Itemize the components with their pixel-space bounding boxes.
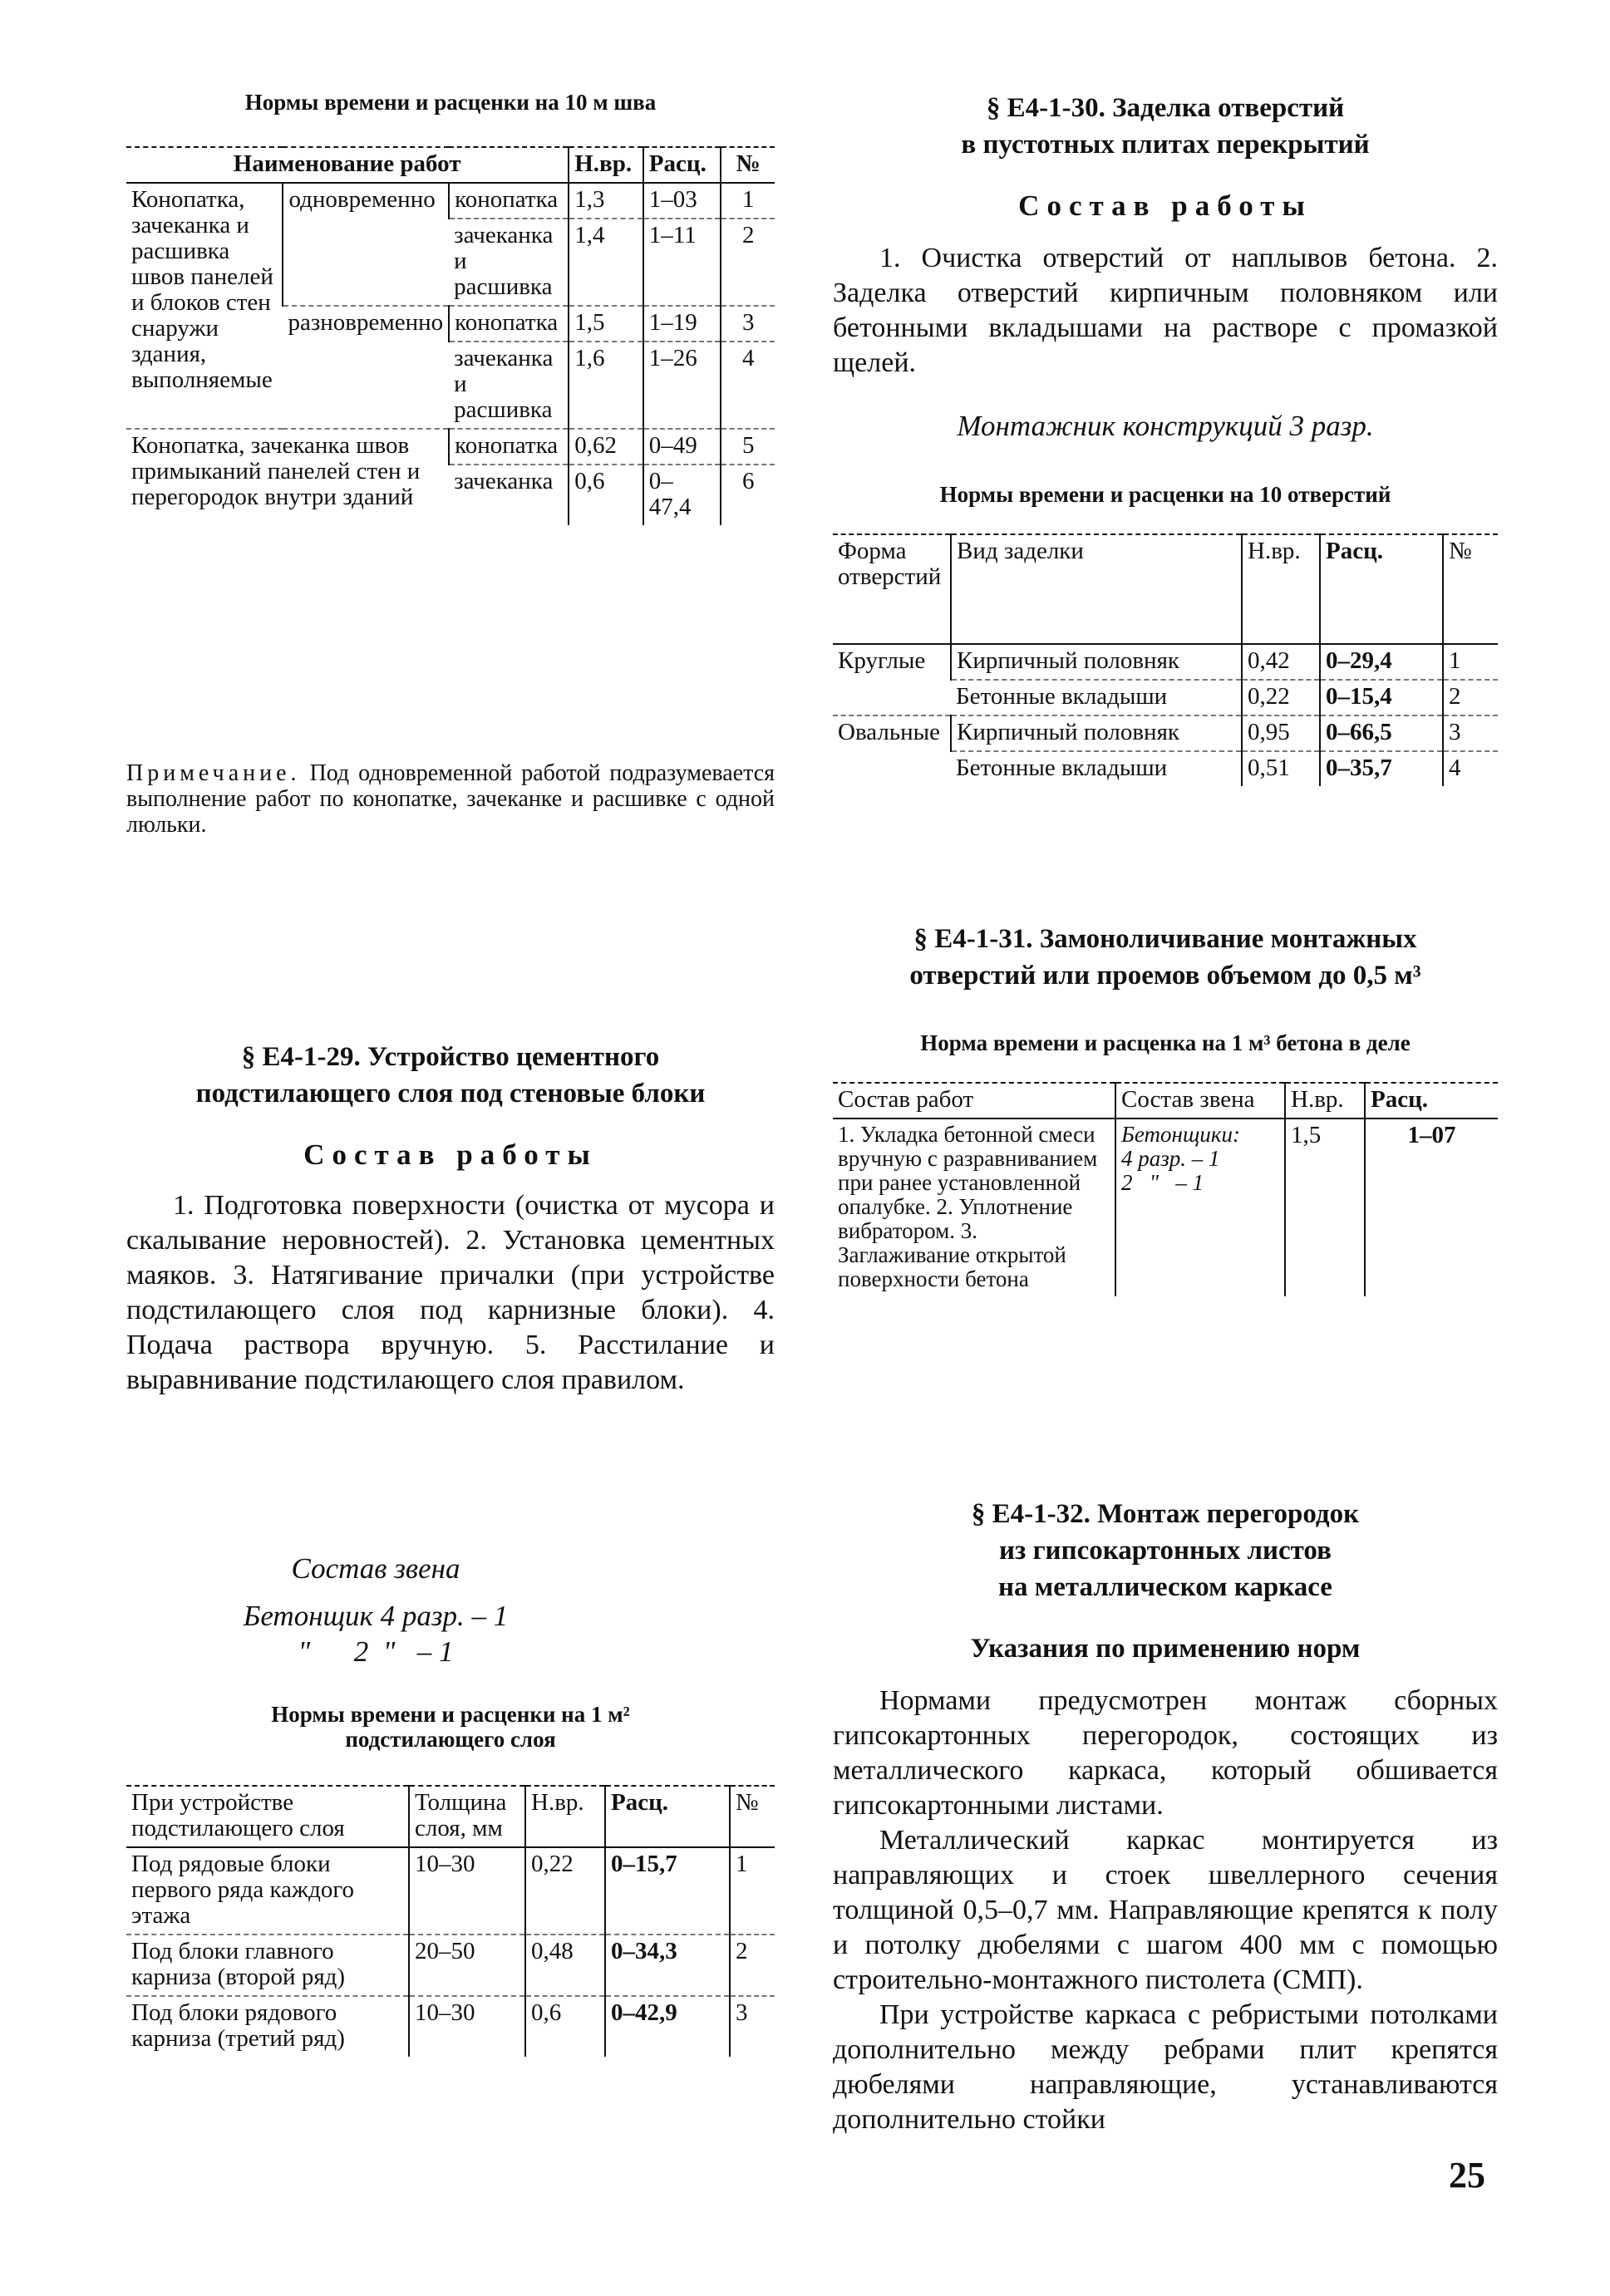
cell-nvr: 0,95 xyxy=(1242,715,1320,751)
sec32-paragraph-2: Металлический каркас монтируется из направляющих и стоек швеллерного сечения толщиной 0,5–0,7 мм. Направляющие крепятся к полу и потолку дюбелями с шагом 400 мм с помощью строительно-монтажного пистолета (СМП). xyxy=(833,1825,1498,1995)
header-crew: Состав звена xyxy=(1115,1083,1285,1119)
cell-rasc: 0–47,4 xyxy=(643,465,721,525)
crew-line2: 4 разр. – 1 xyxy=(1121,1146,1220,1171)
sec32-title-line3: на металлическом каркасе xyxy=(998,1572,1332,1602)
op-caulk: конопатка xyxy=(449,306,569,342)
header-rasc: Расц. xyxy=(1365,1083,1498,1119)
sub-separate: разновременно xyxy=(283,306,449,429)
op-mint: зачеканка и расшивка xyxy=(449,219,569,306)
sec30-norms-table xyxy=(833,533,1498,786)
cell-nvr: 0,62 xyxy=(569,429,643,465)
cell-thickness: 20–50 xyxy=(409,1935,525,1996)
table-header-row xyxy=(833,1083,1498,1119)
sec31-norms-table xyxy=(833,1082,1498,1296)
seam-norms-table xyxy=(126,146,775,525)
op-mint2: зачеканка xyxy=(449,465,569,525)
cell-rasc: 1–19 xyxy=(643,306,721,342)
cell-number: 6 xyxy=(721,465,775,525)
cell-nvr: 1,3 xyxy=(569,183,643,219)
sec30-title-line1: § Е4-1-30. Заделка отверстий xyxy=(986,93,1345,123)
cell-nvr: 0,51 xyxy=(1242,751,1320,786)
sec29-crew-heading: Состав звена xyxy=(291,1552,460,1585)
sec31-title xyxy=(833,921,1498,994)
header-number: № xyxy=(721,147,775,183)
cell-name: Под блоки главного карниза (второй ряд) xyxy=(126,1935,409,1996)
cell-nvr: 0,42 xyxy=(1242,644,1320,680)
cell-number: 4 xyxy=(1443,751,1498,786)
sec29-title-line1: § Е4-1-29. Устройство цементного xyxy=(241,1042,660,1072)
cell-work: 1. Укладка бетонной смеси вручную с разравниванием при ранее установленной опалубке. 2. Уплотнение вибратором. 3. Заглаживание открытой поверхности бетона xyxy=(833,1119,1115,1296)
sec29-title-line2: подстилающего слоя под стеновые блоки xyxy=(195,1079,706,1109)
cell-thickness: 10–30 xyxy=(409,1996,525,2057)
cell-rasc: 0–29,4 xyxy=(1320,644,1443,680)
shape-round: Круглые xyxy=(838,647,926,674)
cell-number: 1 xyxy=(721,183,775,219)
cell-rasc: 0–15,4 xyxy=(1320,680,1443,715)
table-row xyxy=(126,429,775,465)
sec32-paragraph-1: Нормами предусмотрен монтаж сборных гипсокартонных перегородок, состоящих из металлического каркаса, который обшивается гипсокартонными листами. xyxy=(833,1685,1498,1821)
cell-name: Под блоки рядового карниза (третий ряд) xyxy=(126,1996,409,2057)
seam-table-note xyxy=(126,760,775,838)
cell-number: 1 xyxy=(1443,644,1498,680)
cell-nvr: 0,6 xyxy=(569,465,643,525)
sec32-instructions-heading: Указания по применению норм xyxy=(970,1634,1361,1664)
cell-nvr: 0,22 xyxy=(1242,680,1320,715)
table-row xyxy=(833,1119,1498,1296)
cell-nvr: 1,4 xyxy=(569,219,643,306)
cell-rasc: 1–07 xyxy=(1365,1119,1498,1296)
sec29-caption-line2: подстилающего слоя xyxy=(345,1727,556,1752)
cell-rasc: 1–11 xyxy=(643,219,721,306)
header-shape: Форма отверстий xyxy=(833,534,951,644)
table-header-row xyxy=(126,1786,775,1847)
cell-number: 4 xyxy=(721,342,775,429)
sec30-composition-heading: Состав работы xyxy=(1018,189,1312,222)
sec31-title-line2: отверстий или проемов объемом до 0,5 м³ xyxy=(909,961,1421,991)
cell-rasc: 1–03 xyxy=(643,183,721,219)
cell-number: 3 xyxy=(721,306,775,342)
table-row xyxy=(833,644,1498,680)
group1-label: Конопатка, зачеканка и расшивка швов панелей и блоков стен снаружи здания, выполняемые xyxy=(126,183,283,429)
sec32-title-line1: § Е4-1-32. Монтаж перегородок xyxy=(971,1499,1360,1529)
cell-thickness: 10–30 xyxy=(409,1847,525,1935)
sec30-title xyxy=(833,90,1498,163)
cell-nvr: 0,22 xyxy=(525,1847,605,1935)
header-nvr: Н.вр. xyxy=(1242,534,1320,644)
cell-rasc: 0–66,5 xyxy=(1320,715,1443,751)
header-rasc: Расц. xyxy=(643,147,721,183)
sec32-title-line2: из гипсокартонных листов xyxy=(999,1536,1332,1566)
cell-nvr: 1,6 xyxy=(569,342,643,429)
shape-oval: Овальные xyxy=(833,715,951,786)
cell-number: 2 xyxy=(1443,680,1498,715)
cell-crew xyxy=(1115,1119,1285,1296)
note-lead: Примечание. xyxy=(126,760,301,786)
op-caulk: конопатка xyxy=(449,429,569,465)
cell-kind: Кирпичный половняк xyxy=(951,644,1242,680)
cell-kind: Бетонные вкладыши xyxy=(951,680,1242,715)
sec29-crew-line2: " 2 " – 1 xyxy=(298,1635,454,1668)
cell-rasc: 1–26 xyxy=(643,342,721,429)
cell-number: 2 xyxy=(730,1935,775,1996)
header-nvr: Н.вр. xyxy=(525,1786,605,1847)
sec30-composition-paragraph: 1. Очистка отверстий от наплывов бетона. 2. Заделка отверстий кирпичным половняком или бетонными вкладышами на растворе с промазкой щелей. xyxy=(833,243,1498,378)
sec30-composition-text xyxy=(833,241,1498,381)
header-number: № xyxy=(1443,534,1498,644)
cell-rasc: 0–15,7 xyxy=(605,1847,730,1935)
header-rasc: Расц. xyxy=(1320,534,1443,644)
header-nvr: Н.вр. xyxy=(1285,1083,1365,1119)
sec31-title-line1: § Е4-1-31. Замоноличивание монтажных xyxy=(913,924,1417,954)
sec29-caption-line1: Нормы времени и расценки на 1 м² xyxy=(271,1702,630,1727)
seam-table-caption: Нормы времени и расценки на 10 м шва xyxy=(244,90,657,115)
table-header-row xyxy=(126,147,775,183)
header-rasc: Расц. xyxy=(605,1786,730,1847)
sec32-title xyxy=(833,1496,1498,1605)
table-row xyxy=(126,1847,775,1935)
header-thickness: Толщина слоя, мм xyxy=(409,1786,525,1847)
cell-kind: Бетонные вкладыши xyxy=(951,751,1242,786)
cell-name: Под рядовые блоки первого ряда каждого этажа xyxy=(126,1847,409,1935)
sec29-composition-paragraph: 1. Подготовка поверхности (очистка от мусора и скалывание неровностей). 2. Установка цементных маяков. 3. Натягивание причалки (при устройстве подстилающего слоя под карнизные блоки). 4. Подача раствора вручную. 5. Расстилание и выравнивание подстилающего слоя правилом. xyxy=(126,1190,775,1395)
table-row xyxy=(833,715,1498,751)
cell-rasc: 0–49 xyxy=(643,429,721,465)
cell-number: 3 xyxy=(1443,715,1498,751)
page-number: 25 xyxy=(1449,2155,1485,2195)
header-layer: При устройстве подстилающего слоя xyxy=(126,1786,409,1847)
sec29-composition-text xyxy=(126,1188,775,1398)
crew-line3: 2 " – 1 xyxy=(1121,1170,1204,1195)
cell-nvr: 1,5 xyxy=(1285,1119,1365,1296)
cell-rasc: 0–34,3 xyxy=(605,1935,730,1996)
sub-simultaneous: одновременно xyxy=(283,183,449,306)
sec29-composition-heading: Состав работы xyxy=(303,1138,598,1171)
cell-nvr: 0,6 xyxy=(525,1996,605,2057)
cell-number: 2 xyxy=(721,219,775,306)
table-row xyxy=(126,1996,775,2057)
sec32-paragraph-3: При устройстве каркаса с ребристыми потолками дополнительно между ребрами плит крепятся дюбелями направляющие, устанавливаются дополнительно стойки xyxy=(833,1999,1498,2135)
sec31-table-caption: Норма времени и расценка на 1 м³ бетона в деле xyxy=(920,1030,1411,1055)
sec29-crew-line1: Бетонщик 4 разр. – 1 xyxy=(243,1600,509,1632)
note-text: Под одновременной работой подразумевается выполнение работ по конопатке, зачеканке и расшивке с одной люльки. xyxy=(126,760,775,838)
cell-rasc: 0–35,7 xyxy=(1320,751,1443,786)
cell-number: 1 xyxy=(730,1847,775,1935)
header-nvr: Н.вр. xyxy=(569,147,643,183)
cell-kind: Кирпичный половняк xyxy=(951,715,1242,751)
cell-number: 3 xyxy=(730,1996,775,2057)
cell-rasc: 0–42,9 xyxy=(605,1996,730,2057)
op-mint: зачеканка и расшивка xyxy=(449,342,569,429)
sec32-body xyxy=(833,1684,1498,2137)
cell-nvr: 0,48 xyxy=(525,1935,605,1996)
header-kind: Вид заделки xyxy=(951,534,1242,644)
sec30-title-line2: в пустотных плитах перекрытий xyxy=(961,130,1370,160)
cell-nvr: 1,5 xyxy=(569,306,643,342)
sec29-norms-table xyxy=(126,1785,775,2057)
table-header-row xyxy=(833,534,1498,644)
group2-label: Конопатка, зачеканка швов примыканий панелей стен и перегородок внутри зданий xyxy=(126,429,449,525)
crew-line1: Бетонщики: xyxy=(1121,1122,1240,1147)
cell-number: 5 xyxy=(721,429,775,465)
header-work-name: Наименование работ xyxy=(126,147,569,183)
header-work: Состав работ xyxy=(833,1083,1115,1119)
sec29-title xyxy=(126,1039,775,1112)
header-number: № xyxy=(730,1786,775,1847)
sec30-table-caption: Нормы времени и расценки на 10 отверстий xyxy=(939,482,1391,507)
sec29-table-caption xyxy=(126,1702,775,1752)
op-caulk: конопатка xyxy=(449,183,569,219)
table-row xyxy=(126,183,775,219)
sec30-worker: Монтажник конструкций 3 разр. xyxy=(957,410,1374,442)
table-row xyxy=(126,1935,775,1996)
